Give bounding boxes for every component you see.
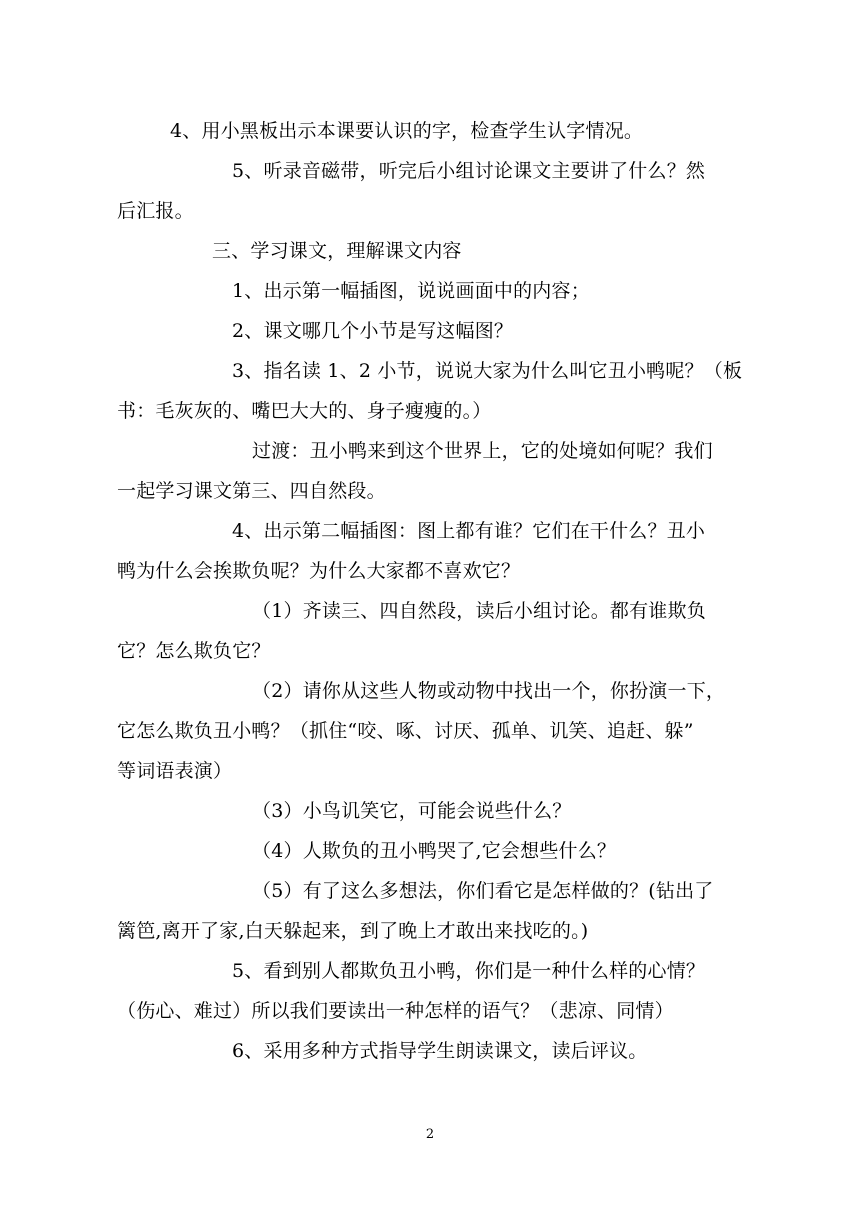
text-line: 鸭为什么会挨欺负呢？为什么大家都不喜欢它？ bbox=[117, 560, 521, 582]
text-line: 书：毛灰灰的、嘴巴大大的、身子瘦瘦的。） bbox=[117, 400, 492, 422]
text-line: 4、出示第二幅插图：图上都有谁？它们在干什么？丑小 bbox=[232, 520, 706, 542]
text-line: 过渡：丑小鸭来到这个世界上，它的处境如何呢？我们 bbox=[252, 440, 713, 462]
text-line: 等词语表演） bbox=[117, 760, 233, 782]
text-line: 后汇报。 bbox=[117, 200, 194, 222]
text-line: 3、指名读 1、2 小节，说说大家为什么叫它丑小鸭呢？（板 bbox=[232, 360, 743, 382]
text-line: （4）人欺负的丑小鸭哭了,它会想些什么？ bbox=[252, 840, 617, 862]
text-line: 5、看到别人都欺负丑小鸭，你们是一种什么样的心情？ bbox=[232, 960, 706, 982]
text-line: （1）齐读三、四自然段，读后小组讨论。都有谁欺负 bbox=[252, 600, 706, 622]
text-line: （5）有了这么多想法，你们看它是怎样做的？(钻出了 bbox=[252, 880, 714, 902]
text-line: 篱笆,离开了家,白天躲起来，到了晚上才敢出来找吃的。) bbox=[117, 920, 589, 942]
text-line: （2）请你从这些人物或动物中找出一个，你扮演一下， bbox=[252, 680, 726, 702]
text-line: 它怎么欺负丑小鸭？（抓住“咬、啄、讨厌、孤单、讥笑、追赶、躲” bbox=[117, 720, 694, 742]
text-line: 三、学习课文，理解课文内容 bbox=[212, 240, 462, 262]
text-line: （3）小鸟讥笑它，可能会说些什么？ bbox=[252, 800, 572, 822]
text-line: 6、采用多种方式指导学生朗读课文，读后评议。 bbox=[232, 1040, 648, 1062]
text-line: （伤心、难过）所以我们要读出一种怎样的语气？（悲凉、同情） bbox=[117, 1000, 674, 1022]
text-line: 4、用小黑板出示本课要认识的字，检查学生认字情况。 bbox=[170, 120, 644, 142]
text-line: 1、出示第一幅插图，说说画面中的内容； bbox=[232, 280, 590, 302]
text-line: 它？怎么欺负它？ bbox=[117, 640, 271, 662]
text-line: 一起学习课文第三、四自然段。 bbox=[117, 480, 386, 502]
page-number: 2 bbox=[425, 1127, 435, 1142]
text-line: 5、听录音磁带，听完后小组讨论课文主要讲了什么？然 bbox=[232, 160, 706, 182]
text-line: 2、课文哪几个小节是写这幅图？ bbox=[232, 320, 514, 342]
